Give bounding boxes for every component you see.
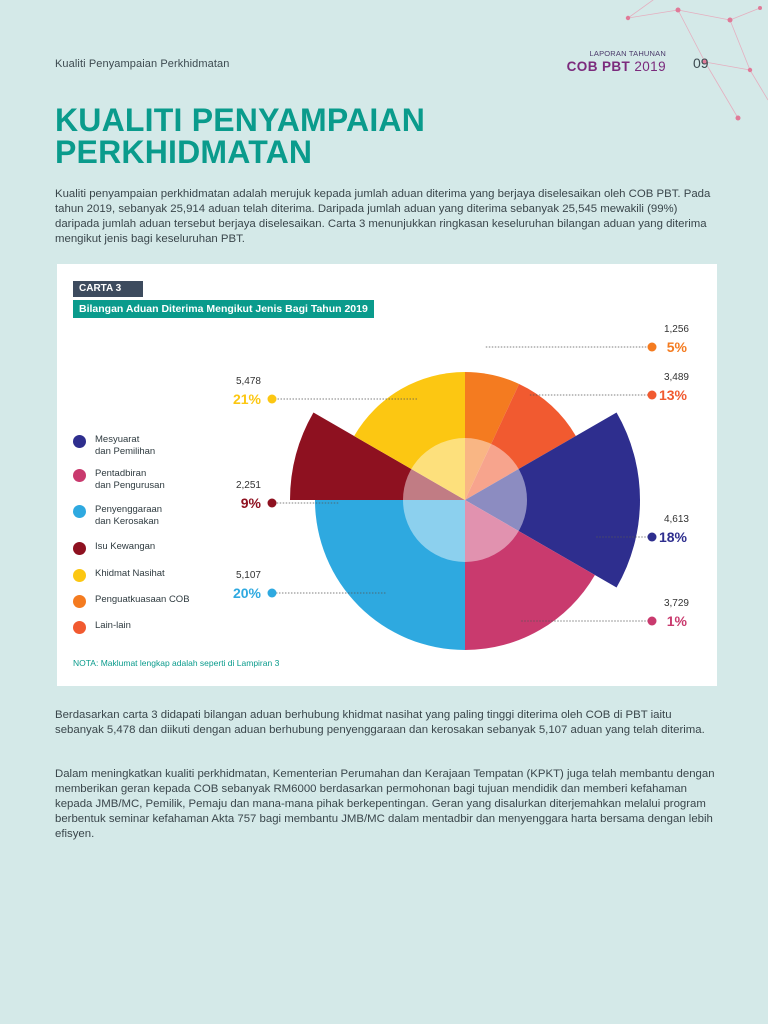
chart-value-label: 1,256 <box>663 324 689 335</box>
legend-item <box>73 434 223 457</box>
chart-tag: CARTA 3 <box>73 281 143 297</box>
chart-percent-label: 21% <box>232 391 261 407</box>
legend-dot <box>73 469 86 482</box>
legend-label <box>95 434 155 457</box>
report-logo-name: COB PBT <box>566 58 631 74</box>
chart-label-dot <box>648 343 657 352</box>
legend-label-line1: Pentadbiran <box>95 468 147 479</box>
legend-label-line1: Penyenggaraan <box>95 504 163 515</box>
chart-label-dot <box>268 395 277 404</box>
chart-percent-label: 13% <box>658 387 687 403</box>
legend-item <box>73 468 223 491</box>
chart-value-label: 5,107 <box>235 570 261 581</box>
intro-paragraph: Kualiti penyampaian perkhidmatan adalah merujuk kepada jumlah aduan diterima yang berjaya diselesaikan oleh COB PBT. Pada tahun 2019, sebanyak 25,914 aduan telah diterima. Daripada jumlah aduan yang diterima sebanyak 25,545 mewakili (99%) daripada jumlah aduan tersebut berjaya diselesaikan. Carta 3 menunjukkan ringkasan keseluruhan bilangan aduan yang diterima mengikut jenis bagi keseluruhan PBT. <box>55 188 711 245</box>
legend-label: Khidmat Nasihat <box>95 568 165 579</box>
chart-percent-label: 20% <box>232 585 261 601</box>
legend-item <box>73 620 223 634</box>
legend-dot <box>73 621 86 634</box>
chart-percent-label: 1% <box>666 613 687 629</box>
page-title-line1: KUALITI PENYAMPAIAN <box>55 102 426 138</box>
legend-label <box>95 468 165 491</box>
legend-label-line2: dan Kerosakan <box>95 515 159 527</box>
legend-label-line1: Mesyuarat <box>95 434 140 445</box>
chart-value-label: 4,613 <box>663 514 689 525</box>
legend-label: Penguatkuasaan COB <box>95 594 190 605</box>
chart-label-dot <box>648 533 657 542</box>
chart-percent-label: 18% <box>658 529 687 545</box>
chart-label-dot <box>268 589 277 598</box>
chart-label-dot <box>268 499 277 508</box>
body-paragraph-3: Dalam meningkatkan kualiti perkhidmatan, Kementerian Perumahan dan Kerajaan Tempatan (KPKT) juga telah membantu dengan memberikan geran kepada COB sebanyak RM6000 berdasarkan permohonan bagi tujuan mendidik dan memberi kefahaman kepada JMB/MC, Pemilik, Pemaju dan mana-mana pihak berkepentingan. Geran yang disalurkan diterjemahkan melalui program berbentuk seminar kefahaman Akta 757 bagi membantu JMB/MC dalam mentadbir dan menyenggara harta bersama dengan lebih efisyen. <box>55 768 715 840</box>
legend-dot <box>73 542 86 555</box>
section-header: Kualiti Penyampaian Perkhidmatan <box>55 58 230 70</box>
report-logo-year: 2019 <box>634 58 666 74</box>
chart-card <box>57 264 717 686</box>
legend-label: Lain-lain <box>95 620 131 631</box>
chart-label-dot <box>648 391 657 400</box>
chart-center-overlay <box>403 438 527 562</box>
legend-label <box>95 504 162 527</box>
legend-label-line2: dan Pemilihan <box>95 445 156 457</box>
chart-label-dot <box>648 617 657 626</box>
report-logo-big <box>566 60 666 74</box>
legend-item <box>73 541 223 555</box>
chart-value-label: 2,251 <box>235 480 261 491</box>
legend-dot <box>73 569 86 582</box>
legend-item <box>73 594 223 608</box>
chart-value-label: 5,478 <box>235 376 261 387</box>
legend-dot <box>73 505 86 518</box>
report-logo <box>566 50 666 73</box>
chart-percent-label: 9% <box>240 495 261 511</box>
report-logo-small: LAPORAN TAHUNAN <box>589 49 666 58</box>
legend-item <box>73 504 223 527</box>
chart-value-label: 3,489 <box>663 372 689 383</box>
legend-dot <box>73 595 86 608</box>
chart-title: Bilangan Aduan Diterima Mengikut Jenis Bagi Tahun 2019 <box>73 300 374 318</box>
page-title <box>55 104 615 168</box>
legend-dot <box>73 435 86 448</box>
chart-percent-label: 5% <box>666 339 687 355</box>
page-number: 09 <box>693 55 709 71</box>
legend-item <box>73 568 223 582</box>
legend-label-line2: dan Pengurusan <box>95 479 165 491</box>
page-title-line2: PERKHIDMATAN <box>55 134 313 170</box>
chart-note: NOTA: Maklumat lengkap adalah seperti di Lampiran 3 <box>73 658 280 668</box>
chart-value-label: 3,729 <box>663 598 689 609</box>
body-paragraph-2: Berdasarkan carta 3 didapati bilangan aduan berhubung khidmat nasihat yang paling tinggi diterima oleh COB di PBT iaitu sebanyak 5,478 dan diikuti dengan aduan berhubung penyenggaraan dan kerosakan sebanyak 5,107 aduan yang telah diterima. <box>55 709 705 736</box>
legend-label: Isu Kewangan <box>95 541 156 552</box>
